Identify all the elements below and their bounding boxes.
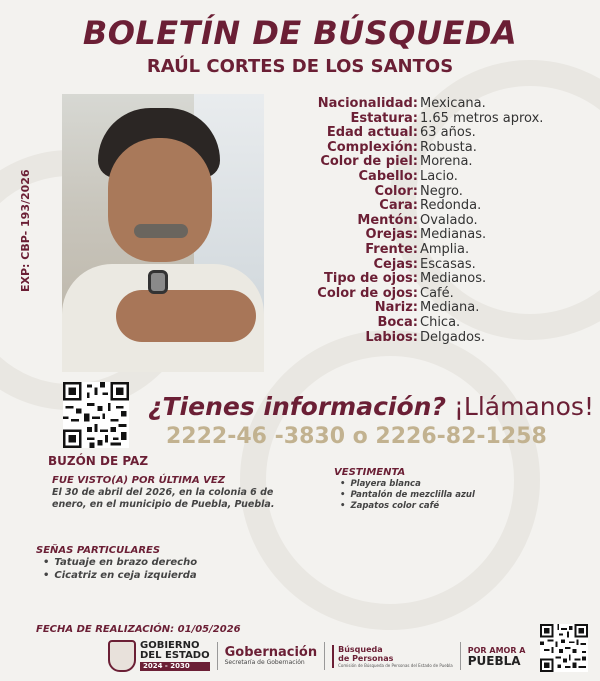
trait-row	[290, 301, 590, 316]
trait-row	[290, 185, 590, 200]
list-item: • Playera blanca	[340, 479, 475, 490]
busqueda-line1: Búsqueda	[338, 644, 383, 654]
trait-label: Labios:	[365, 329, 418, 345]
trait-value: Medianos.	[420, 271, 487, 287]
trait-value: Redonda.	[420, 198, 482, 214]
gob-line1: GOBIERNO	[140, 640, 200, 651]
trait-value: Lacio.	[420, 168, 458, 184]
clothing-list	[340, 479, 475, 512]
trait-value: Robusta.	[420, 139, 477, 155]
state-seal-icon	[108, 640, 136, 672]
gobierno-logo	[140, 641, 210, 671]
case-file-number: EXP: CBP- 193/2026	[19, 169, 32, 292]
divider	[460, 642, 461, 670]
trait-label: Tipo de ojos:	[324, 271, 418, 287]
amor-line2: PUEBLA	[467, 653, 521, 668]
trait-row	[290, 316, 590, 331]
list-item: • Cicatriz en ceja izquierda	[43, 570, 197, 583]
trait-row	[290, 331, 590, 346]
buzon-qr-code[interactable]	[63, 382, 129, 448]
busqueda-logo	[332, 645, 453, 668]
trait-label: Cejas:	[373, 256, 418, 272]
trait-value: Ovalado.	[420, 212, 478, 228]
trait-row	[290, 214, 590, 229]
clothing-title: VESTIMENTA	[334, 467, 406, 478]
divider	[217, 642, 218, 670]
list-item: • Zapatos color café	[340, 501, 475, 512]
list-item: • Pantalón de mezclilla azul	[340, 490, 475, 501]
question-text: ¿Tienes información?	[148, 392, 446, 421]
trait-value: Negro.	[420, 183, 463, 199]
busqueda-sub: Comisión de Búsqueda de Personas del Estado de Puebla	[338, 662, 453, 668]
divider	[324, 642, 325, 670]
gob-line2: DEL ESTADO	[140, 650, 210, 661]
trait-label: Cara:	[379, 198, 418, 214]
trait-label: Complexión:	[327, 139, 418, 155]
trait-value: Amplia.	[420, 241, 470, 257]
trait-value: Delgados.	[420, 329, 485, 345]
trait-label: Estatura:	[350, 110, 418, 126]
trait-row	[290, 287, 590, 302]
gob-years: 2024 - 2030	[140, 662, 210, 671]
trait-row	[290, 228, 590, 243]
trait-row	[290, 272, 590, 287]
trait-label: Nariz:	[374, 300, 418, 316]
gobernacion-text: Gobernación	[224, 644, 318, 660]
trait-label: Frente:	[365, 241, 418, 257]
trait-label: Cabello:	[358, 168, 418, 184]
trait-label: Nacionalidad:	[317, 96, 418, 111]
trait-label: Edad actual:	[326, 125, 418, 141]
trait-value: Morena.	[420, 154, 473, 170]
creation-date: FECHA DE REALIZACIÓN: 01/05/2026	[36, 624, 241, 635]
marks-title: SEÑAS PARTICULARES	[36, 545, 161, 556]
trait-row	[290, 258, 590, 273]
trait-value: Escasas.	[420, 256, 476, 272]
call-text: ¡Llámanos!	[453, 392, 594, 421]
trait-label: Boca:	[377, 314, 418, 330]
trait-value: Mediana.	[420, 300, 480, 316]
trait-row	[290, 243, 590, 258]
trait-label: Color de ojos:	[317, 285, 418, 301]
trait-value: 1.65 metros aprox.	[420, 110, 544, 126]
amor-line1: POR AMOR A	[467, 645, 526, 655]
info-question	[148, 392, 594, 421]
trait-value: Medianas.	[420, 227, 487, 243]
trait-value: Chica.	[420, 314, 461, 330]
buzon-label: BUZÓN DE PAZ	[47, 454, 149, 468]
footer-qr-code[interactable]	[540, 624, 588, 672]
last-seen-text: El 30 de abril del 2026, en la colonia 6 de enero, en el municipio de Puebla, Puebla.	[52, 487, 275, 510]
missing-person-name: RAÚL CORTES DE LOS SANTOS	[146, 56, 454, 77]
gobernacion-sub: Secretaría de Gobernación	[224, 658, 305, 666]
trait-value: Mexicana.	[420, 96, 486, 111]
por-amor-puebla-logo	[468, 646, 526, 667]
phone-numbers[interactable]: 2222-46 -3830 o 2226-82-1258	[166, 424, 547, 449]
trait-row	[290, 97, 590, 112]
marks-list	[43, 557, 197, 582]
trait-row	[290, 112, 590, 127]
gobernacion-logo	[225, 646, 318, 667]
trait-row	[290, 170, 590, 185]
trait-row	[290, 155, 590, 170]
trait-label: Color de piel:	[320, 154, 418, 170]
trait-value: Café.	[420, 285, 454, 301]
trait-label: Color:	[374, 183, 418, 199]
physical-traits-list	[290, 97, 590, 345]
trait-row	[290, 126, 590, 141]
trait-row	[290, 199, 590, 214]
bulletin-title: BOLETÍN DE BÚSQUEDA	[82, 14, 518, 52]
trait-value: 63 años.	[420, 125, 476, 141]
trait-label: Orejas:	[365, 227, 418, 243]
list-item: • Tatuaje en brazo derecho	[43, 557, 197, 570]
busqueda-line2: de Personas	[338, 653, 394, 663]
person-photo	[62, 94, 264, 372]
trait-label: Mentón:	[357, 212, 418, 228]
trait-row	[290, 141, 590, 156]
last-seen-title: FUE VISTO(A) POR ÚLTIMA VEZ	[52, 475, 225, 486]
footer-logos	[108, 636, 525, 676]
